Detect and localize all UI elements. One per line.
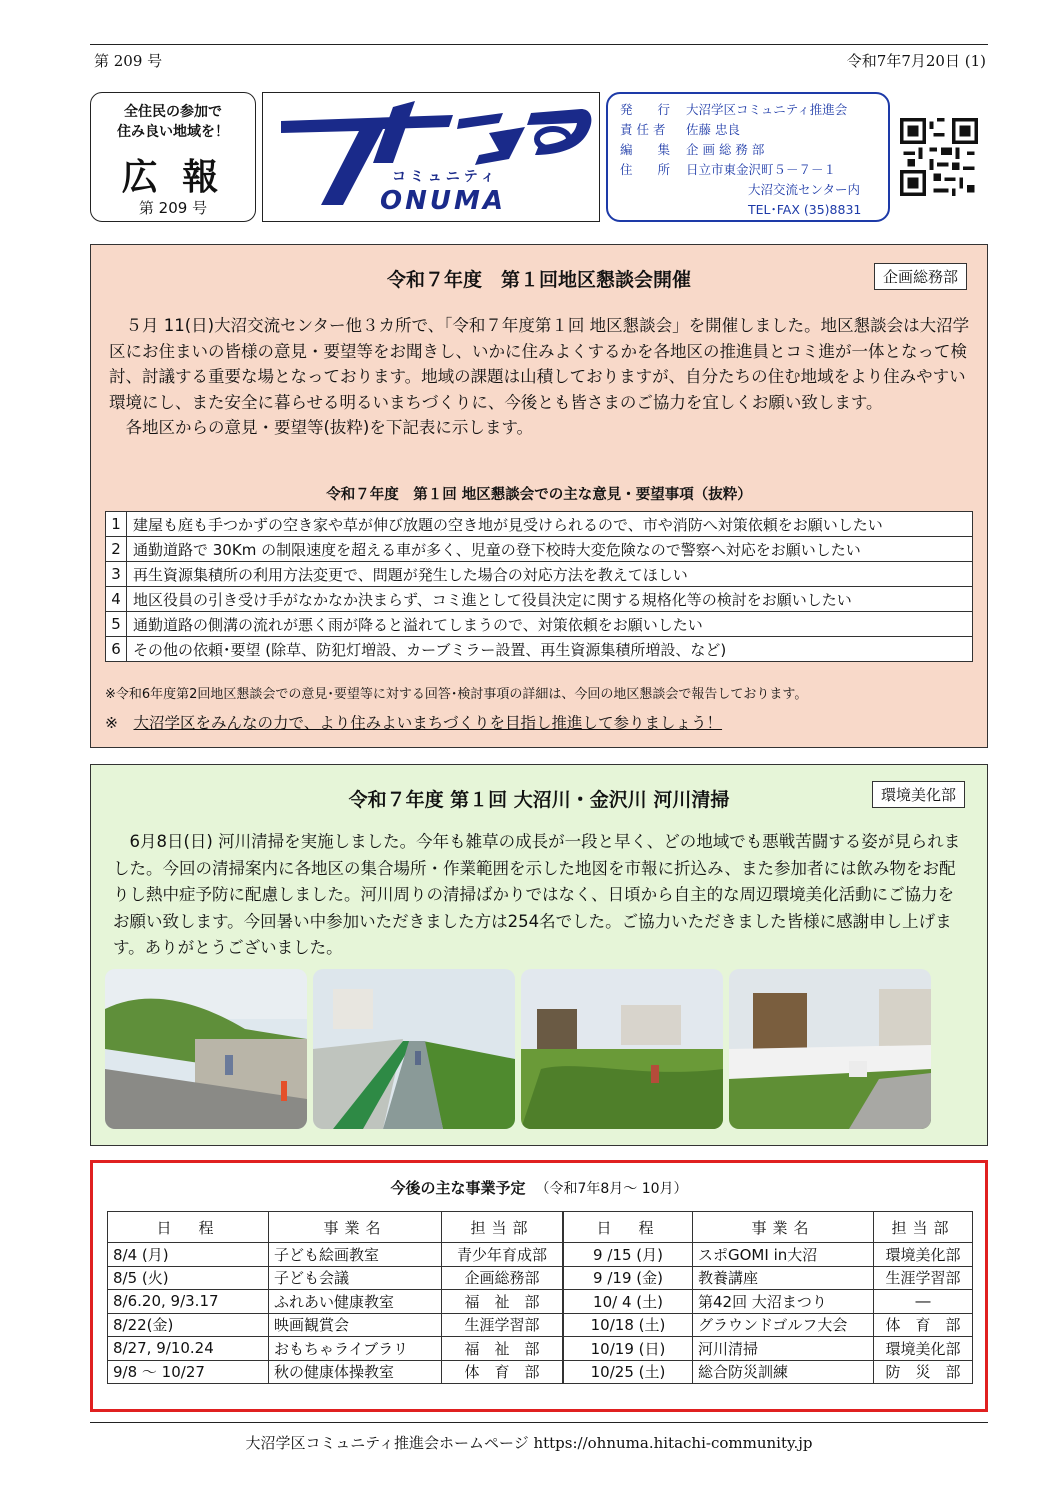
section-title: 令和７年度 第１回 大沼川・金沢川 河川清掃 <box>348 789 730 811</box>
cleanup-photo-1 <box>105 969 307 1129</box>
issue-date: 令和7年7月20日 (1) <box>846 52 986 70</box>
slogan-box <box>90 92 256 222</box>
paragraph: 各地区からの意見・要望等(抜粋)を下記表に示します。 <box>125 418 534 437</box>
closing-note: ※ 大沼学区をみんなの力で、より住みよいまちづくりを目指し推進して参りましょう！ <box>105 714 723 732</box>
slogan-line-1: 全住民の参加で <box>124 104 222 120</box>
table-row: 3 再生資源集積所の利用方法変更で、問題が発生した場合の対応方法を教えてほしい <box>106 562 973 587</box>
table-row: 5 通勤道路の側溝の流れが悪く雨が降ると溢れてしまうので、対策依頼をお願いしたい <box>106 612 973 637</box>
table-row: 8/4 (月) 子ども絵画教室 青少年育成部 9 /15 (月) スポGOMI in大沼 環境美化部 <box>108 1243 973 1267</box>
cleanup-photo-2 <box>313 969 515 1129</box>
publisher-row: TEL･FAX (35)8831 <box>748 202 862 217</box>
publisher-row: 責 任 者 佐藤 忠良 <box>620 122 740 137</box>
cleanup-photo-4 <box>729 969 931 1129</box>
department-tag: 環境美化部 <box>872 781 965 808</box>
department-tag: 企画総務部 <box>874 263 967 290</box>
table-row: 9/8 ～ 10/27 秋の健康体操教室 体 育 部 10/25 (土) 総合防災訓練 防 災 部 <box>108 1360 973 1384</box>
publisher-row: 住 所 日立市東金沢町５－７－１ <box>620 162 837 177</box>
table-header-row: 日 程 事業名 担当部 日 程 事業名 担当部 <box>108 1212 973 1243</box>
section-river-cleanup <box>90 764 988 1146</box>
logo-kana: コミュニティ <box>392 169 499 185</box>
table-row: 8/22(金) 映画観賞会 生涯学習部 10/18 (土) グラウンドゴルフ大会 体 育 部 <box>108 1313 973 1337</box>
koho-title: 広 報 <box>121 157 225 198</box>
table-title: 令和７年度 第１回 地区懇談会での主な意見・要望事項（抜粋） <box>326 487 752 503</box>
cleanup-photo-3 <box>521 969 723 1129</box>
section-body <box>113 829 969 962</box>
table-row: 1 建屋も庭も手つかずの空き家や草が伸び放題の空き地が見受けられるので、市や消防へ対策依頼をお願いしたい <box>106 512 973 537</box>
logo-en: ONUMA <box>380 186 506 216</box>
table-row: 6 その他の依頼･要望 (除草、防犯灯増設、カーブミラー設置、再生資源集積所増設、など) <box>106 637 973 662</box>
koho-issue: 第 209 号 <box>138 199 208 217</box>
bottom-rule <box>90 1422 988 1423</box>
table-row: 4 地区役員の引き受け手がなかなか決まらず、コミ進として役員決定に関する規格化等の検討をお願いしたい <box>106 587 973 612</box>
footer-homepage-link[interactable]: 大沼学区コミュニティ推進会ホームページ https://ohnuma.hitachi-community.jp <box>245 1434 813 1452</box>
paragraph: ５月 11(日)大沼交流センター他３カ所で、「令和７年度第１回 地区懇談会」を開催しました。地区懇談会は大沼学区にお住まいの皆様の意見・要望等をお聞きし、いかに住みよくするかを各地区の推進員とコミ進が一体となって検討、討議する重要な場となっております。地域の課題は山積しておりますが、自分たちの住む地域をより住みやすい環境にし、また安全に暮らせる明るいまちづくりに、今後とも皆さまのご協力を宜しくお願い致します。 <box>109 316 970 412</box>
schedule-title: 今後の主な事業予定 （令和7年8月～ 10月） <box>390 1179 688 1197</box>
publisher-row: 大沼交流センター内 <box>748 182 861 197</box>
qr-code-icon[interactable] <box>900 118 978 196</box>
request-table <box>105 511 973 662</box>
paragraph: 6月8日(日) 河川清掃を実施しました。今年も雑草の成長が一段と早く、どの地域でも悪戦苦闘する姿が見られました。今回の清掃案内に各地区の集合場所・作業範囲を示した地図を市報に折込み、また参加者には飲み物をお配りし熱中症予防に配慮しました。河川周りの清掃ばかりではなく、日頃から自主的な周辺環境美化活動にご協力をお願い致します。今回暑い中参加いただきました方は254名でした。ご協力いただきました皆様に感謝申し上げます。ありがとうございました。 <box>113 832 961 957</box>
schedule-table <box>107 1211 973 1384</box>
publisher-row: 編 集 企 画 総 務 部 <box>620 142 765 157</box>
table-row: 8/5 (火) 子ども会議 企画総務部 9 /19 (金) 教養講座 生涯学習部 <box>108 1266 973 1290</box>
issue-number: 第 209 号 <box>94 52 163 70</box>
top-rule <box>90 44 988 45</box>
table-row: 2 通勤道路で 30Km の制限速度を超える車が多く、児童の登下校時大変危険なので警察へ対応をお願いしたい <box>106 537 973 562</box>
publisher-row: 発 行 大沼学区コミュニティ推進会 <box>620 102 848 117</box>
publisher-info <box>606 92 890 222</box>
table-row: 8/6.20, 9/3.17 ふれあい健康教室 福 祉 部 10/ 4 (土) 第42回 大沼まつり ― <box>108 1290 973 1314</box>
section-title: 令和７年度 第１回地区懇談会開催 <box>386 269 691 291</box>
section-body <box>109 313 973 441</box>
table-row: 8/27, 9/10.24 おもちゃライブラリ 福 祉 部 10/19 (日) 河川清掃 環境美化部 <box>108 1337 973 1361</box>
section-district-meeting <box>90 244 988 748</box>
footnote: ※令和6年度第2回地区懇談会での意見･要望等に対する回答･検討事項の詳細は、今回の地区懇談会で報告しております。 <box>105 687 808 702</box>
section-schedule <box>90 1160 988 1412</box>
slogan-line-2: 住み良い地域を！ <box>117 124 229 140</box>
